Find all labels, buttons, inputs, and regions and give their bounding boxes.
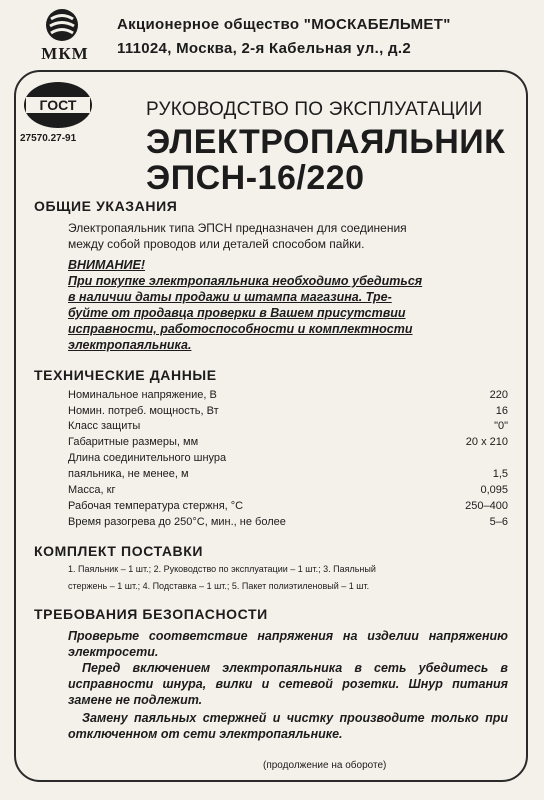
- warning-line: электропаяльника.: [68, 338, 192, 352]
- spec-label: паяльника, не менее, м: [68, 468, 189, 480]
- company-name: Акционерное общество "МОСКАБЕЛЬМЕТ": [117, 16, 451, 33]
- safety-heading: ТРЕБОВАНИЯ БЕЗОПАСНОСТИ: [34, 606, 268, 622]
- safety-paragraph: Перед включением электропаяльника в сеть убедитесь в исправности шнура, вилки и сетевой розетки. Шнур питания замене не подлежит.: [68, 661, 508, 707]
- spec-value: 20 x 210: [465, 436, 508, 448]
- spec-value: "0": [494, 420, 508, 432]
- spec-label: Номинальное напряжение, В: [68, 389, 217, 401]
- spec-row: [68, 389, 508, 403]
- spec-label: Время разогрева до 250°С, мин., не более: [68, 516, 286, 528]
- spec-label: Габаритные размеры, мм: [68, 436, 199, 448]
- spec-value: 250–400: [465, 500, 508, 512]
- spec-value: 16: [495, 405, 508, 417]
- spec-row: [68, 420, 508, 434]
- warning-line: буйте от продавца проверки в Вашем присутствии: [68, 306, 406, 320]
- safety-paragraph: Замену паяльных стержней и чистку производите только при отключенном от сети электропаяльнике.: [68, 711, 508, 741]
- company-logo: [36, 8, 94, 66]
- gost-seal: [22, 80, 94, 130]
- company-address: 111024, Москва, 2-я Кабельная ул., д.2: [117, 40, 411, 57]
- warning-line: исправности, работоспособности и комплектности: [68, 322, 413, 336]
- safety-paragraph: Проверьте соответствие напряжения на изделии напряжению электросети.: [68, 629, 508, 659]
- spec-row: [68, 436, 508, 450]
- spec-row: [68, 452, 508, 466]
- continued-note: (продолжение на обороте): [263, 760, 387, 771]
- specs-heading: ТЕХНИЧЕСКИЕ ДАННЫЕ: [34, 367, 217, 383]
- kit-line: стержень – 1 шт.; 4. Подставка – 1 шт.; 5. Пакет полиэтиленовый – 1 шт.: [68, 581, 370, 591]
- spec-value: 220: [489, 389, 508, 401]
- spec-row: [68, 468, 508, 482]
- spec-value: 5–6: [489, 516, 508, 528]
- company-logo-text: МКМ: [41, 44, 89, 63]
- gost-seal-shape: [22, 80, 94, 130]
- warning-line: При покупке электропаяльника необходимо убедиться: [68, 274, 423, 288]
- spec-row: [68, 516, 508, 530]
- kit-line: 1. Паяльник – 1 шт.; 2. Руководство по эксплуатации – 1 шт.; 3. Паяльный: [68, 564, 376, 574]
- spec-label: Рабочая температура стержня, °С: [68, 500, 244, 512]
- company-logo-mark: [45, 8, 79, 42]
- product-name: ЭЛЕКТРОПАЯЛЬНИК: [146, 123, 506, 161]
- spec-row: [68, 405, 508, 419]
- warning-line: в наличии даты продажи и штампа магазина. Тре-: [68, 290, 392, 304]
- general-text-line: Электропаяльник типа ЭПСН предназначен для соединения: [68, 221, 407, 235]
- spec-row: [68, 500, 508, 514]
- spec-label: Номин. потреб. мощность, Вт: [68, 405, 219, 417]
- product-model: ЭПСН-16/220: [146, 159, 365, 197]
- spec-label: Класс защиты: [68, 420, 141, 432]
- warning-title: ВНИМАНИЕ!: [68, 258, 146, 272]
- general-text-line: между собой проводов или деталей способом пайки.: [68, 237, 365, 251]
- kit-heading: КОМПЛЕКТ ПОСТАВКИ: [34, 543, 204, 559]
- spec-value: 1,5: [492, 468, 508, 480]
- spec-row: [68, 484, 508, 498]
- gost-number: 27570.27-91: [20, 133, 77, 144]
- gost-seal-text: ГОСТ: [39, 97, 77, 113]
- general-heading: ОБЩИЕ УКАЗАНИЯ: [34, 198, 178, 214]
- spec-value: 0,095: [480, 484, 508, 496]
- spec-label: Масса, кг: [68, 484, 116, 496]
- manual-title: РУКОВОДСТВО ПО ЭКСПЛУАТАЦИИ: [146, 99, 483, 120]
- spec-label: Длина соединительного шнура: [68, 452, 227, 464]
